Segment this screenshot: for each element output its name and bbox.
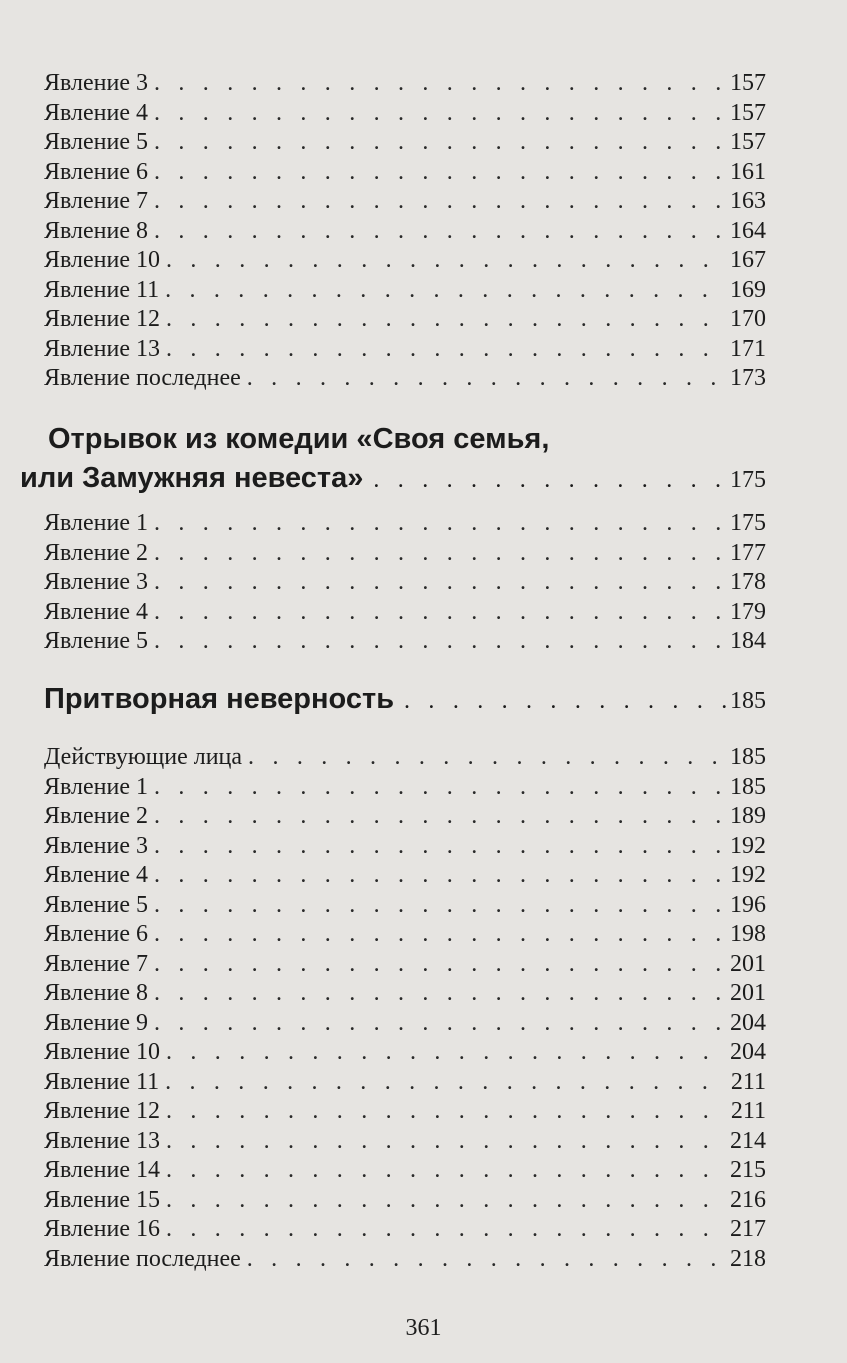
toc-entry-page-number: 171 bbox=[730, 335, 766, 362]
toc-entry bbox=[44, 598, 766, 628]
toc-entry bbox=[44, 305, 766, 335]
dot-leader bbox=[373, 462, 726, 498]
toc-entry-page-number: 185 bbox=[730, 773, 766, 800]
dot-leader bbox=[154, 920, 726, 950]
dot-leader bbox=[154, 802, 726, 832]
toc-entry-label: Явление 11 bbox=[44, 1068, 160, 1095]
toc-entry-page-number: 214 bbox=[730, 1127, 766, 1154]
dot-leader bbox=[166, 1038, 726, 1068]
toc-entry-label: Явление 9 bbox=[44, 1009, 148, 1036]
toc-entry bbox=[44, 246, 766, 276]
toc-entry-label: Явление 4 bbox=[44, 598, 148, 625]
toc-entry bbox=[44, 627, 766, 657]
toc-entry bbox=[44, 832, 766, 862]
toc-entry bbox=[44, 1245, 766, 1275]
toc-entry bbox=[44, 1097, 766, 1127]
toc-entry bbox=[44, 861, 766, 891]
dot-leader bbox=[166, 305, 726, 335]
toc-entry bbox=[44, 773, 766, 803]
dot-leader bbox=[154, 568, 726, 598]
section-heading-family-comedy bbox=[20, 460, 766, 498]
toc-entry-page-number: 217 bbox=[730, 1216, 766, 1242]
toc-entry bbox=[44, 920, 766, 950]
dot-leader bbox=[154, 99, 726, 129]
toc-entry bbox=[44, 1009, 766, 1039]
toc-entry-page-number: 216 bbox=[730, 1186, 766, 1213]
toc-entry-page-number: 192 bbox=[730, 832, 766, 859]
toc-entry-label: Явление 3 bbox=[44, 832, 148, 859]
dot-leader bbox=[166, 1215, 726, 1245]
toc-entry-label: Явление 3 bbox=[44, 569, 148, 595]
toc-entry-label: Явление 5 bbox=[44, 628, 148, 654]
section-title-feigned-infidelity: Притворная неверность bbox=[44, 683, 395, 715]
toc-entry-label: Явление 15 bbox=[44, 1186, 160, 1213]
toc-entry-page-number: 211 bbox=[730, 1098, 766, 1124]
dot-leader bbox=[154, 979, 726, 1009]
toc-entry-label: Явление 6 bbox=[44, 921, 148, 947]
dot-leader bbox=[247, 1245, 726, 1275]
toc-entry-page-number: 189 bbox=[730, 803, 766, 829]
toc-entry-page-number: 173 bbox=[730, 365, 766, 391]
toc-entry bbox=[44, 1156, 766, 1186]
toc-entry-page-number: 175 bbox=[730, 510, 766, 536]
toc-entry-page-number: 157 bbox=[730, 70, 766, 96]
dot-leader bbox=[166, 1097, 727, 1127]
dot-leader bbox=[154, 158, 726, 188]
toc-group-continued bbox=[44, 69, 766, 394]
dot-leader bbox=[154, 627, 726, 657]
dot-leader bbox=[248, 743, 726, 773]
toc-entry-label: Явление 1 bbox=[44, 773, 148, 800]
toc-entry bbox=[44, 276, 766, 306]
dot-leader bbox=[166, 1127, 726, 1157]
toc-entry bbox=[44, 99, 766, 129]
dot-leader bbox=[154, 861, 726, 891]
toc-entry-page-number: 204 bbox=[730, 1009, 766, 1036]
dot-leader bbox=[154, 773, 726, 803]
toc-entry-label: Явление 8 bbox=[44, 217, 148, 244]
toc-entry bbox=[44, 217, 766, 247]
dot-leader bbox=[154, 1009, 726, 1039]
toc-entry bbox=[44, 1186, 766, 1216]
toc-entry-label: Явление 10 bbox=[44, 1039, 160, 1065]
toc-entry-label: Явление 4 bbox=[44, 862, 148, 888]
toc-entry-label: Явление 10 bbox=[44, 247, 160, 273]
toc-entry bbox=[44, 187, 766, 217]
toc-group-family-comedy bbox=[44, 509, 766, 657]
toc-entry bbox=[44, 891, 766, 921]
dot-leader bbox=[404, 683, 726, 719]
toc-entry-label: Явление 2 bbox=[44, 803, 148, 829]
toc-entry-page-number: 215 bbox=[730, 1157, 766, 1183]
dot-leader bbox=[154, 832, 726, 862]
dot-leader bbox=[166, 335, 726, 365]
dot-leader bbox=[154, 128, 726, 158]
toc-entry-label: Явление 8 bbox=[44, 980, 148, 1006]
toc-entry-page-number: 169 bbox=[730, 276, 766, 303]
toc-entry-label: Явление 5 bbox=[44, 129, 148, 155]
section-title-family-comedy-line2: или Замужняя невеста» bbox=[20, 462, 364, 494]
section-page-number: 185 bbox=[730, 688, 766, 714]
toc-entry-label: Явление 11 bbox=[44, 276, 160, 303]
toc-entry-label: Явление 13 bbox=[44, 1127, 160, 1154]
toc-entry-page-number: 163 bbox=[730, 188, 766, 214]
toc-entry-page-number: 201 bbox=[730, 950, 766, 977]
toc-entry bbox=[44, 979, 766, 1009]
dot-leader bbox=[165, 1068, 727, 1098]
toc-entry-label: Явление 2 bbox=[44, 539, 148, 566]
toc-entry bbox=[44, 509, 766, 539]
dot-leader bbox=[166, 1156, 726, 1186]
toc-entry-label: Явление последнее bbox=[44, 1245, 241, 1272]
toc-entry bbox=[44, 1127, 766, 1157]
toc-entry-page-number: 192 bbox=[730, 862, 766, 888]
toc-entry-page-number: 177 bbox=[730, 539, 766, 566]
toc-entry-page-number: 157 bbox=[730, 129, 766, 155]
toc-entry-page-number: 211 bbox=[730, 1068, 766, 1095]
dot-leader bbox=[165, 276, 726, 306]
toc-entry-page-number: 178 bbox=[730, 569, 766, 595]
toc-entry bbox=[44, 1068, 766, 1098]
toc-entry bbox=[44, 335, 766, 365]
toc-entry-label: Явление 16 bbox=[44, 1216, 160, 1242]
toc-entry-page-number: 184 bbox=[730, 628, 766, 654]
dot-leader bbox=[166, 1186, 726, 1216]
toc-entry-page-number: 185 bbox=[730, 744, 766, 770]
dot-leader bbox=[154, 598, 726, 628]
toc-entry-label: Явление 4 bbox=[44, 99, 148, 126]
toc-entry-page-number: 179 bbox=[730, 598, 766, 625]
dot-leader bbox=[154, 891, 726, 921]
toc-entry-page-number: 161 bbox=[730, 158, 766, 185]
toc-entry-page-number: 164 bbox=[730, 217, 766, 244]
toc-entry-label: Явление последнее bbox=[44, 365, 241, 391]
dot-leader bbox=[247, 364, 726, 394]
toc-entry-page-number: 198 bbox=[730, 921, 766, 947]
toc-entry-page-number: 218 bbox=[730, 1245, 766, 1272]
section-title-family-comedy-line1: Отрывок из комедии «Своя семья, bbox=[48, 423, 550, 455]
toc-entry-page-number: 204 bbox=[730, 1039, 766, 1065]
toc-entry-page-number: 170 bbox=[730, 306, 766, 332]
section-heading-feigned-infidelity bbox=[44, 681, 766, 719]
toc-entry-label: Явление 12 bbox=[44, 306, 160, 332]
section-page-number: 175 bbox=[730, 467, 766, 493]
toc-group-feigned-infidelity bbox=[44, 743, 766, 1274]
toc-entry-label: Явление 7 bbox=[44, 188, 148, 214]
dot-leader bbox=[154, 69, 726, 99]
toc-entry bbox=[44, 1215, 766, 1245]
dot-leader bbox=[154, 187, 726, 217]
dot-leader bbox=[154, 539, 726, 569]
toc-entry-label: Явление 3 bbox=[44, 70, 148, 96]
dot-leader bbox=[154, 950, 726, 980]
toc-entry-label: Явление 6 bbox=[44, 158, 148, 185]
toc-entry bbox=[44, 950, 766, 980]
page-number-folio: 361 bbox=[405, 1315, 442, 1341]
toc-entry-page-number: 157 bbox=[730, 99, 766, 126]
toc-entry bbox=[44, 364, 766, 394]
dot-leader bbox=[154, 509, 726, 539]
toc-entry-label: Явление 14 bbox=[44, 1157, 160, 1183]
toc-entry bbox=[44, 539, 766, 569]
toc-entry bbox=[44, 158, 766, 188]
toc-entry-label: Явление 7 bbox=[44, 950, 148, 977]
toc-entry bbox=[44, 802, 766, 832]
toc-entry bbox=[44, 568, 766, 598]
toc-entry-label: Явление 1 bbox=[44, 510, 148, 536]
toc-entry-label: Явление 12 bbox=[44, 1098, 160, 1124]
toc-entry-page-number: 201 bbox=[730, 980, 766, 1006]
toc-entry-label: Явление 5 bbox=[44, 891, 148, 918]
toc-entry-page-number: 167 bbox=[730, 247, 766, 273]
toc-entry bbox=[44, 743, 766, 773]
toc-entry-label: Действующие лица bbox=[44, 744, 243, 770]
dot-leader bbox=[166, 246, 726, 276]
dot-leader bbox=[154, 217, 726, 247]
toc-entry bbox=[44, 69, 766, 99]
toc-entry-label: Явление 13 bbox=[44, 335, 160, 362]
toc-entry-page-number: 196 bbox=[730, 891, 766, 918]
toc-entry bbox=[44, 1038, 766, 1068]
toc-entry bbox=[44, 128, 766, 158]
